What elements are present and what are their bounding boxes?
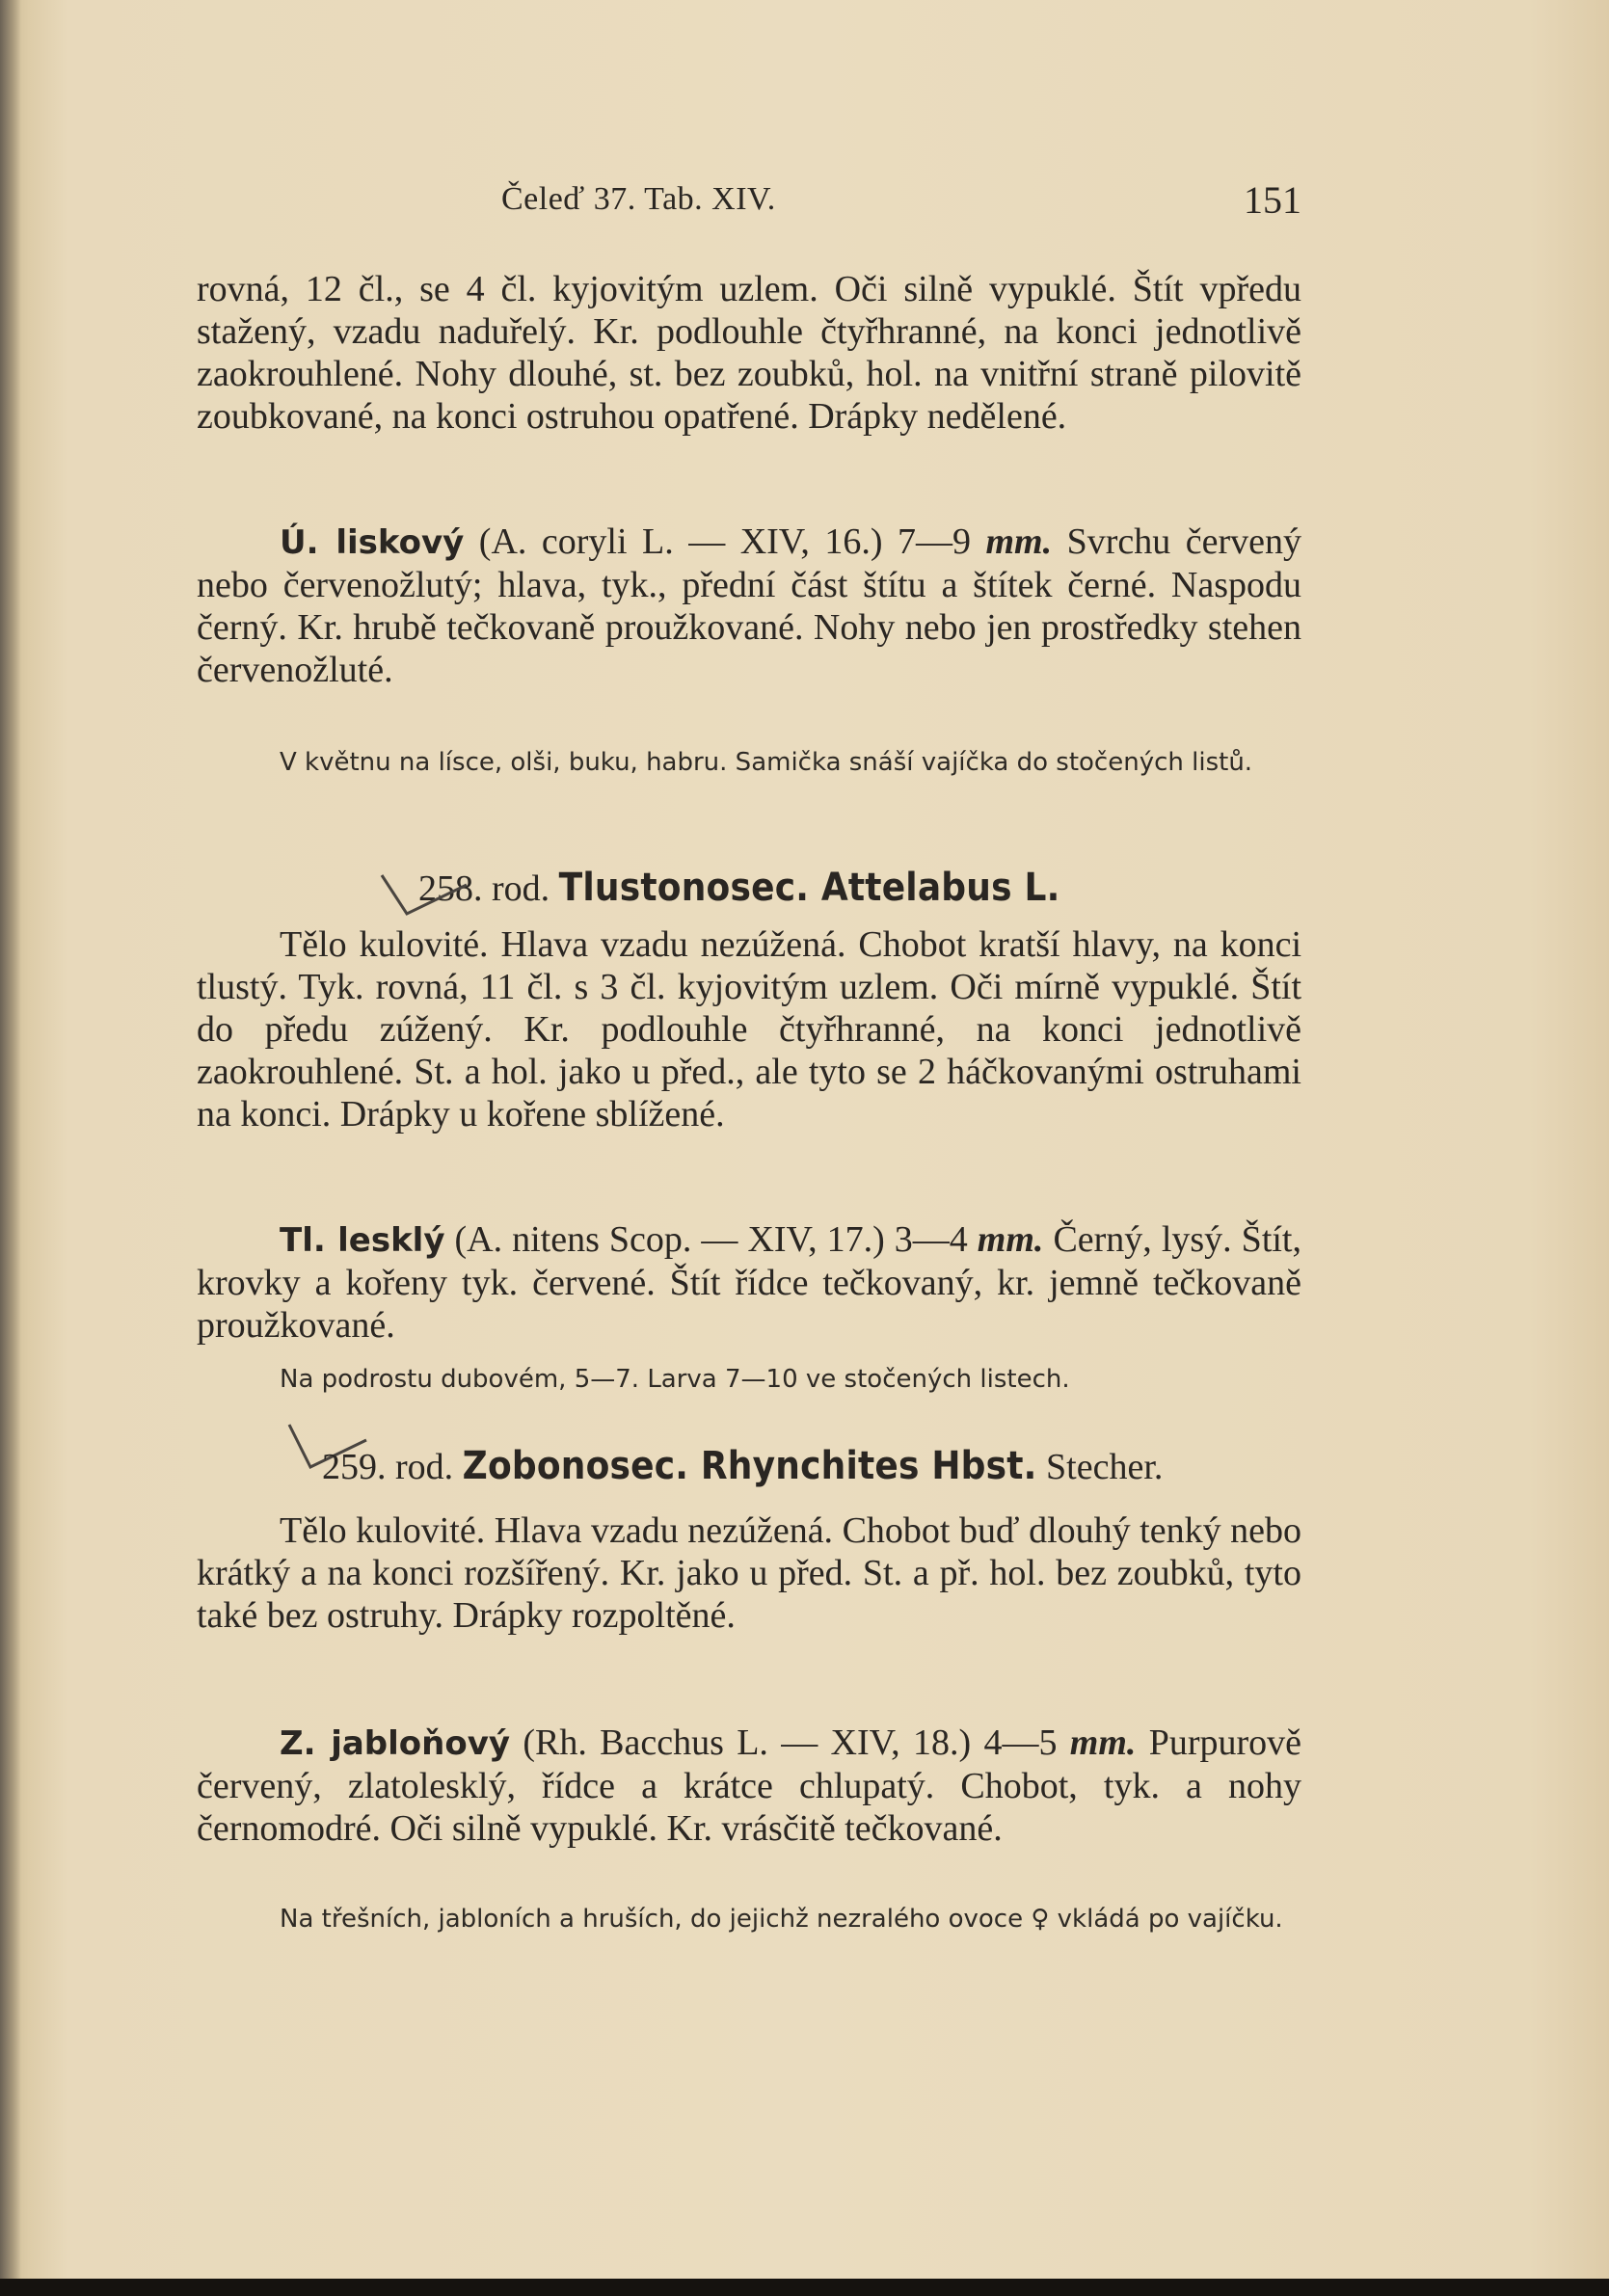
- genus-description-259: Tělo kulovité. Hlava vzadu nezúžená. Chobot buď dlouhý tenký nebo krátký a na konci rozšířený. Kr. jako u před. St. a př. hol. bez zoubků, tyto také bez ostruhy. Drápky rozpoltěné.: [197, 1510, 1301, 1636]
- genus-rod-label: rod.: [395, 1447, 454, 1487]
- species-entry-jablonovy: [197, 1722, 1301, 1850]
- species-name: Z. jabloňový: [280, 1724, 511, 1763]
- genus-title: Tlustonosec. Attelabus L.: [558, 866, 1060, 910]
- size-unit: mm.: [1069, 1722, 1137, 1763]
- species-reference: (A. nitens Scop. — XIV, 17.) 3—4: [454, 1219, 968, 1260]
- species-note: Na třešních, jabloních a hruších, do jejichž nezralého ovoce ♀ vkládá po vajíčku.: [280, 1905, 1283, 1934]
- species-reference: (A. coryli L. — XIV, 16.) 7—9: [478, 521, 971, 562]
- book-gutter: [0, 0, 21, 2296]
- genus-description-258: Tělo kulovité. Hlava vzadu nezúžená. Chobot kratší hlavy, na konci tlustý. Tyk. rovná, 11 čl. s 3 čl. kyjovitým uzlem. Oči mírně vypuklé. Štít do předu zúžený. Kr. podlouhle čtyřhranné, na konci jednotlivě zaokrouhlené. St. a hol. jako u před., ale tyto se 2 háčkovanými ostruhami na konci. Drápky u kořene sblížené.: [197, 924, 1301, 1135]
- genus-rod-label: rod.: [492, 868, 550, 909]
- species-note: Na podrostu dubovém, 5—7. Larva 7—10 ve stočených listech.: [280, 1365, 1070, 1394]
- species-entry-liskovy: [197, 521, 1301, 691]
- genus-number: 259.: [322, 1447, 387, 1487]
- species-description: Černý, lysý. Štít, krovky a kořeny tyk. červené. Štít řídce tečkovaný, kr. jemně tečkovaně proužkované.: [197, 1219, 1301, 1346]
- scan-bottom-edge: [0, 2279, 1609, 2296]
- running-head: Čeleď 37. Tab. XIV.: [501, 181, 776, 217]
- genus-heading-258: [418, 864, 1344, 913]
- page-header: [193, 179, 1301, 227]
- species-reference: (Rh. Bacchus L. — XIV, 18.) 4—5: [523, 1722, 1058, 1763]
- species-note: V květnu na lísce, olši, buku, habru. Samička snáší vajíčka do stočených listů.: [280, 748, 1253, 777]
- species-description: Svrchu červený nebo červenožlutý; hlava, tyk., přední část štítu a štítek černé. Naspodu černý. Kr. hrubě tečkovaně proužkované. Nohy nebo jen prostředky stehen červenožluté.: [197, 521, 1302, 690]
- genus-title: Zobonosec. Rhynchites Hbst.: [462, 1444, 1037, 1488]
- genus-common-name: Stecher.: [1046, 1447, 1164, 1487]
- species-entry-lesklý: [197, 1218, 1301, 1347]
- size-unit: mm.: [977, 1219, 1044, 1260]
- species-name: Ú. liskový: [280, 523, 465, 562]
- species-description: Purpurově červený, zlatolesklý, řídce a krátce chlupatý. Chobot, tyk. a nohy černomodré. Oči silně vypuklé. Kr. vrásčitě tečkované.: [197, 1722, 1302, 1849]
- page-number: 151: [1244, 178, 1301, 222]
- species-name: Tl. lesklý: [280, 1221, 445, 1260]
- genus-heading-259: [322, 1442, 1247, 1491]
- size-unit: mm.: [985, 521, 1053, 562]
- genus-number: 258.: [418, 868, 483, 909]
- genus-description-continued: rovná, 12 čl., se 4 čl. kyjovitým uzlem. Oči silně vypuklé. Štít vpředu stažený, vzadu naduřelý. Kr. podlouhle čtyřhranné, na konci jednotlivě zaokrouhlené. Nohy dlouhé, st. bez zoubků, hol. na vnitřní straně pilovitě zoubkované, na konci ostruhou opatřené. Drápky nedělené.: [197, 269, 1301, 437]
